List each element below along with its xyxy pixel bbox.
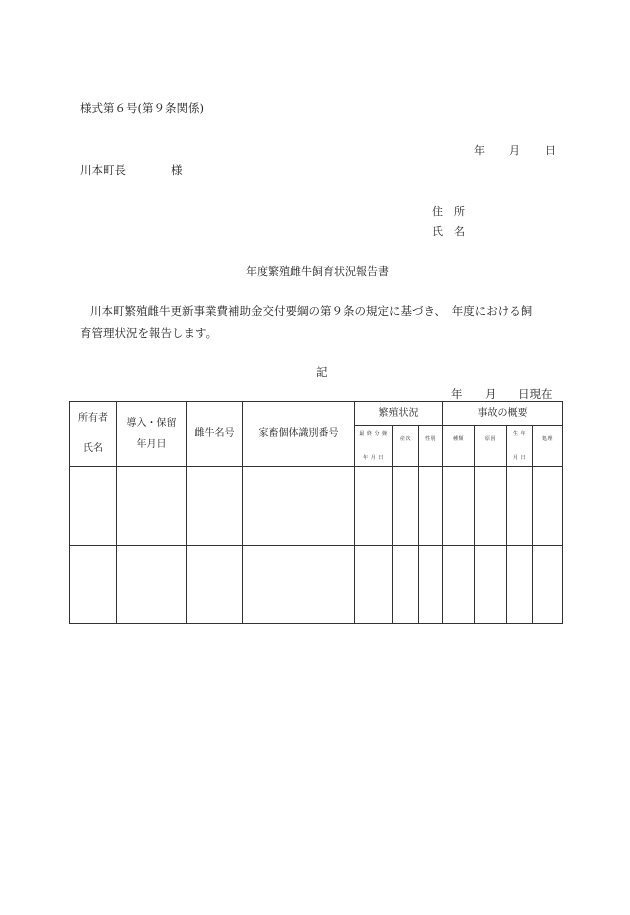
subheader-type: 種類 bbox=[443, 426, 475, 467]
table-cell[interactable] bbox=[507, 546, 533, 624]
occurrence-top: 生 年 bbox=[512, 431, 527, 437]
table-cell[interactable] bbox=[443, 467, 475, 546]
addressee-honorific: 様 bbox=[171, 163, 183, 177]
date-year-label: 年 bbox=[474, 144, 485, 157]
table-cell[interactable] bbox=[475, 467, 507, 546]
table-cell[interactable] bbox=[355, 546, 393, 624]
table-cell[interactable] bbox=[443, 546, 475, 624]
table-cell[interactable] bbox=[117, 467, 187, 546]
subheader-sex: 性別 bbox=[419, 426, 443, 467]
table-cell[interactable] bbox=[117, 546, 187, 624]
ki-heading: 記 bbox=[316, 365, 328, 379]
last-calving-top: 最 終 分 娩 bbox=[359, 431, 388, 437]
last-calving-bottom: 年 月 日 bbox=[363, 455, 384, 461]
table-cell[interactable] bbox=[70, 467, 117, 546]
subheader-calf-count: 産次 bbox=[393, 426, 419, 467]
asof-month-label: 月 bbox=[485, 387, 497, 401]
table-cell[interactable] bbox=[533, 546, 563, 624]
intro-bottom-label: 年月日 bbox=[136, 438, 167, 450]
table-cell[interactable] bbox=[243, 467, 355, 546]
owner-top-label: 所有者 bbox=[78, 413, 108, 424]
occurrence-bottom: 月 日 bbox=[512, 455, 527, 461]
address-label: 住 所 bbox=[432, 205, 465, 218]
table-cell[interactable] bbox=[243, 546, 355, 624]
table-cell[interactable] bbox=[187, 467, 243, 546]
table-cell[interactable] bbox=[533, 467, 563, 546]
table-row bbox=[70, 467, 563, 546]
table-cell[interactable] bbox=[70, 546, 117, 624]
header-cow-name: 雌牛名号 bbox=[187, 402, 243, 467]
asof-day-label: 日現在 bbox=[518, 387, 553, 401]
table-cell[interactable] bbox=[507, 467, 533, 546]
report-title: 年度繁殖雌牛飼育状況報告書 bbox=[246, 265, 389, 278]
header-owner bbox=[70, 402, 117, 467]
header-id-number: 家畜個体識別番号 bbox=[243, 402, 355, 467]
form-number: 様式第６号(第９条関係) bbox=[80, 101, 204, 115]
intro-top-label: 導入・保留 bbox=[126, 417, 177, 429]
date-month-label: 月 bbox=[509, 144, 520, 157]
table-cell[interactable] bbox=[475, 546, 507, 624]
table-cell[interactable] bbox=[355, 467, 393, 546]
owner-bottom-label: 氏名 bbox=[83, 443, 103, 454]
header-accident-summary: 事故の概要 bbox=[443, 402, 563, 426]
body-line-1: 川本町繁殖雌牛更新事業費補助金交付要綱の第９条の規定に基づき、 年度における飼 bbox=[90, 304, 533, 318]
addressee-name: 川本町長 bbox=[80, 163, 126, 177]
table-cell[interactable] bbox=[393, 546, 419, 624]
header-intro-date bbox=[117, 402, 187, 467]
subheader-cause: 原因 bbox=[475, 426, 507, 467]
subheader-occurrence-date bbox=[507, 426, 533, 467]
body-line-2: 育管理状況を報告します。 bbox=[80, 326, 218, 340]
name-label: 氏 名 bbox=[432, 225, 465, 238]
subheader-last-calving bbox=[355, 426, 393, 467]
table-cell[interactable] bbox=[393, 467, 419, 546]
table-row bbox=[70, 546, 563, 624]
date-day-label: 日 bbox=[545, 144, 556, 157]
asof-year-label: 年 bbox=[451, 387, 463, 401]
table-cell[interactable] bbox=[419, 546, 443, 624]
header-breeding-status: 繁殖状況 bbox=[355, 402, 443, 426]
table-cell[interactable] bbox=[419, 467, 443, 546]
table-cell[interactable] bbox=[187, 546, 243, 624]
status-table bbox=[69, 401, 563, 624]
subheader-disposal: 処理 bbox=[533, 426, 563, 467]
